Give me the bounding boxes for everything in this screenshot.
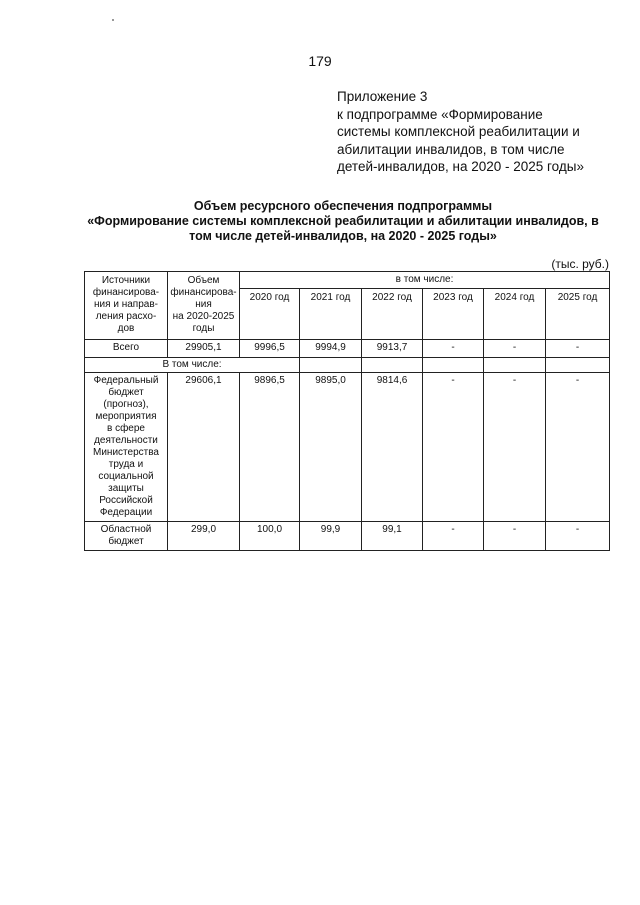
row-value: - — [423, 522, 484, 551]
row-value: - — [484, 522, 546, 551]
empty-cell — [362, 358, 423, 373]
row-label: Всего — [85, 340, 168, 358]
table-row — [85, 522, 610, 551]
document-title — [60, 199, 626, 244]
title-line: Объем ресурсного обеспечения подпрограммы — [193, 199, 493, 213]
header-year: 2020 год — [240, 289, 300, 340]
row-value: - — [546, 373, 610, 522]
row-value: 99,9 — [300, 522, 362, 551]
table-row — [85, 373, 610, 522]
row-value: 9814,6 — [362, 373, 423, 522]
row-volume: 29905,1 — [168, 340, 240, 358]
subheader-row — [85, 358, 610, 373]
row-label: Федеральный бюджет (прогноз), мероприятия в сфере деятельности Министерства труда и социальной защиты Российской Федерации — [85, 373, 168, 522]
row-value: - — [546, 340, 610, 358]
row-volume: 29606,1 — [168, 373, 240, 522]
empty-cell — [300, 358, 362, 373]
row-value: 99,1 — [362, 522, 423, 551]
header-year: 2024 год — [484, 289, 546, 340]
title-line: «Формирование системы комплексной реабилитации и абилитации инвалидов, в — [87, 214, 599, 228]
appendix-block — [337, 88, 637, 176]
row-volume: 299,0 — [168, 522, 240, 551]
row-value: 9913,7 — [362, 340, 423, 358]
header-year: 2021 год — [300, 289, 362, 340]
row-value: - — [546, 522, 610, 551]
subheader-label: В том числе: — [85, 358, 300, 373]
row-value: 9994,9 — [300, 340, 362, 358]
row-value: 9896,5 — [240, 373, 300, 522]
row-value: 9895,0 — [300, 373, 362, 522]
header-year: 2023 год — [423, 289, 484, 340]
header-year: 2022 год — [362, 289, 423, 340]
row-value: 9996,5 — [240, 340, 300, 358]
header-row — [85, 272, 610, 289]
row-value: - — [484, 373, 546, 522]
row-value: - — [423, 340, 484, 358]
appendix-line: системы комплексной реабилитации и — [337, 124, 580, 139]
row-value: - — [484, 340, 546, 358]
financing-table — [84, 271, 610, 551]
header-year: 2025 год — [546, 289, 610, 340]
empty-cell — [423, 358, 484, 373]
scan-speck — [112, 19, 114, 21]
title-line: том числе детей-инвалидов, на 2020 - 2025 годы» — [189, 229, 497, 243]
row-value: - — [423, 373, 484, 522]
table-row-total — [85, 340, 610, 358]
row-label: Областной бюджет — [85, 522, 168, 551]
appendix-line: к подпрограмме «Формирование — [337, 106, 543, 122]
header-volume: Объем финансирова- ния на 2020-2025 годы — [168, 272, 240, 340]
appendix-line: детей-инвалидов, на 2020 - 2025 годы» — [337, 159, 584, 174]
page-number: 179 — [308, 53, 332, 69]
units-label: (тыс. руб.) — [551, 257, 609, 271]
empty-cell — [484, 358, 546, 373]
empty-cell — [546, 358, 610, 373]
appendix-line: Приложение 3 — [337, 89, 428, 104]
header-including: в том числе: — [240, 272, 610, 289]
row-value: 100,0 — [240, 522, 300, 551]
header-source: Источники финансирова- ния и направ- ления расхо- дов — [85, 272, 168, 340]
appendix-line: абилитации инвалидов, в том числе — [337, 141, 565, 157]
